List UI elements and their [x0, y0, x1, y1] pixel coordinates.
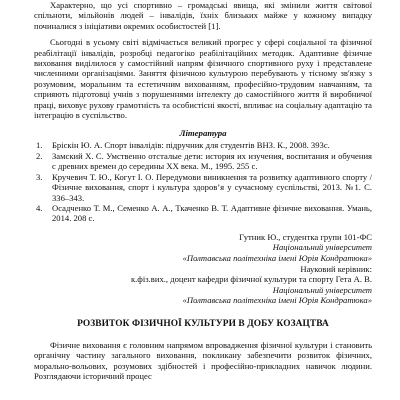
advisor-university: Національний університет — [272, 284, 372, 295]
advisor-name: к.фіз.вих., доцент кафедри фізичної культури та спорту Гета А. В. — [130, 274, 372, 285]
author-signature-block — [34, 232, 372, 306]
reference-item — [34, 151, 372, 172]
reference-text: Осадченко Т. М., Семенко А. А., Ткаченко В. Т. Адаптивне фізичне виховання. Умань, 2014. 208 с. — [52, 202, 372, 224]
article-title: РОЗВИТОК ФІЗИЧНОЇ КУЛЬТУРИ В ДОБУ КОЗАЦТВА — [77, 318, 329, 329]
author-institution: «Полтавська політехніка імені Юрія Кондратюка» — [182, 252, 372, 263]
reference-number: 3. — [36, 171, 43, 182]
article-paragraph: Фізичне виховання є головним напрямом впровадження фізичної культури і становить органічну частину загального виховання, покликану забезпечити розвиток фізичних, морально-вольових, розумових здібностей і професійно-прикладних навичок людини. Розглядаючи історичний процес — [34, 339, 372, 382]
author-university: Національний університет — [272, 242, 372, 253]
reference-item — [34, 140, 372, 150]
literature-heading: Література — [179, 128, 227, 139]
advisor-label: Науковий керівник: — [300, 263, 372, 274]
reference-text: Кручевич Т. Ю., Когут І. О. Передумови виникнення та розвитку адаптивного спорту / Фізичне виховання, спорт і культура здоров’я у сучасному суспільстві, 2013. №1. С. 336–343. — [52, 171, 372, 203]
reference-number: 2. — [36, 150, 43, 161]
author-name: Гутник Ю., студентка групи 101-ФС — [239, 231, 372, 242]
intro-paragraph-2: Сьогодні в усьому світі відмічається великий прогрес у сфері соціальної та фізичної реабілітації інвалідів, розробці педагогіко реабілітаційних методик. Адаптивне фізичне виховання виділилося у самостійний напрям фізичного спортивного руху і представлене численними організаціями. Заняття фізичною культурою перебувають у тісному зв'язку з розумовим, моральним та естетичним вихованням, професійно-трудовим навчанням, та сприяють підготовці учнів з порушеннями інтелекту до самостійного життя й виробничої праці, виховує рухову грамотність та особистісні якості, впливає на соціальну адаптацію та інтеграцію в суспільство. — [34, 37, 372, 121]
reference-number: 4. — [36, 202, 43, 213]
reference-item — [34, 203, 372, 224]
advisor-institution: «Полтавська політехніка імені Юрія Кондратюка» — [182, 295, 372, 306]
reference-list — [34, 140, 372, 223]
reference-number: 1. — [36, 140, 43, 151]
reference-text: Замский Х. С. Умственно отсталые дети: история их изучения, воспитания и обучения с древних времен до середины XX века. М., 1995. 255 с. — [52, 150, 372, 172]
reference-text: Брiскiн Ю. А. Спорт iнвалiдiв: пiдручник для студентiв ВНЗ. К., 2008. 393с. — [52, 140, 330, 151]
reference-item — [34, 172, 372, 203]
document-page — [34, 0, 372, 400]
intro-paragraph-1: Характерно, що усі спортивно – громадські явища, які змінили життя світової спільноти, мільйонів людей – інвалідів, їхніх близьких майже у кожному випадку починалися з ініціативи окремих особистостей [1]. — [34, 0, 372, 31]
